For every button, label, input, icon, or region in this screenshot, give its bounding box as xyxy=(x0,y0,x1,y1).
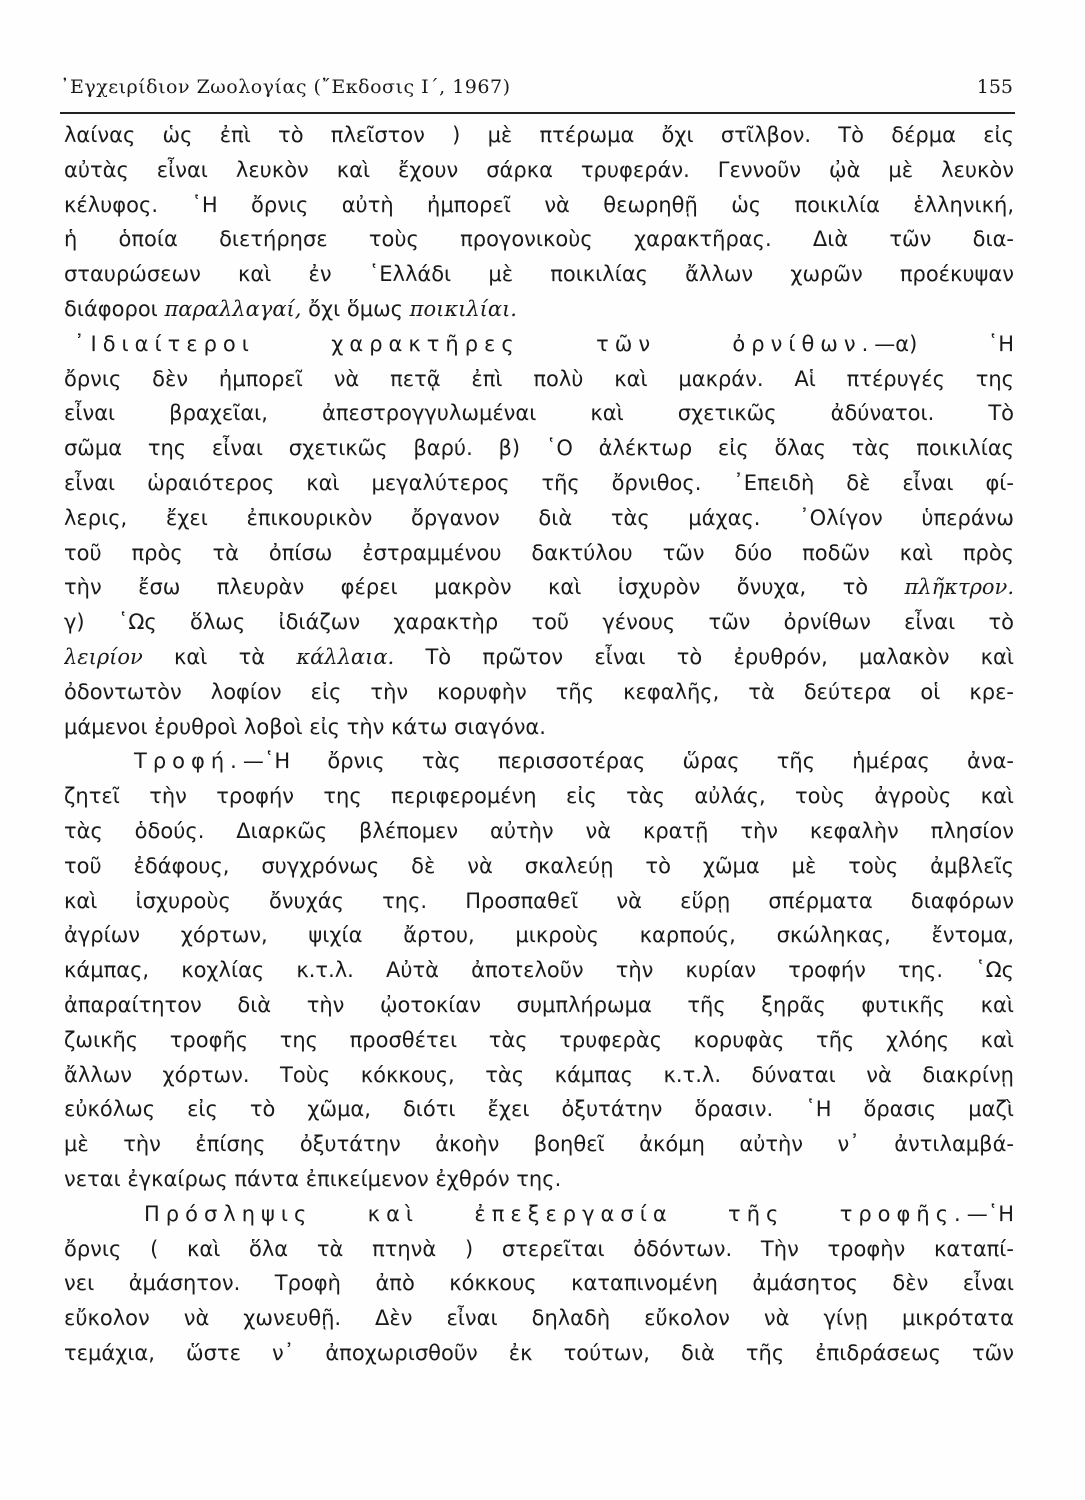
text-run: —α) ῾Η xyxy=(874,331,1014,356)
text-line: σῶμα της εἶναι σχετικῶς βαρύ. β) ῾Ο ἀλέκτωρ εἰς ὅλας τὰς ποικιλίας xyxy=(64,436,1014,461)
text-line: λαίνας ὡς ἐπὶ τὸ πλεῖστον ) μὲ πτέρωμα ὄχι στῖλβον. Τὸ δέρμα εἰς xyxy=(64,123,1014,147)
text-line: κέλυφος. ῾Η ὄρνις αὐτὴ ἠμπορεῖ νὰ θεωρηθῇ ὡς ποικιλία ἑλληνική, xyxy=(64,192,1014,217)
text-line: τοῦ ἐδάφους, συγχρόνως δὲ νὰ σκαλεύῃ τὸ χῶμα μὲ τοὺς ἀμβλεῖς xyxy=(64,853,1014,878)
text-line: εὔκολον νὰ χωνευθῇ. Δὲν εἶναι δηλαδὴ εὔκολον νὰ γίνῃ μικρότατα xyxy=(64,1306,1014,1331)
italic-term: κάλλαια. xyxy=(296,644,395,669)
text-run: καὶ τὰ xyxy=(142,644,297,669)
text-line: εἶναι βραχεῖαι, ἀπεστρογγυλωμέναι καὶ σχετικῶς ἀδύνατοι. Τὸ xyxy=(64,401,1014,426)
text-line: τὰς ὁδούς. Διαρκῶς βλέπομεν αὐτὴν νὰ κρατῇ τὴν κεφαλὴν πλησίον xyxy=(64,818,1014,843)
text-line xyxy=(64,640,1014,675)
text-line: λερις, ἔχει ἐπικουρικὸν ὄργανον διὰ τὰς μάχας. ᾿Ολίγον ὑπεράνω xyxy=(64,505,1014,530)
text-line: ζωικῆς τροφῆς της προσθέτει τὰς τρυφερὰς κορυφὰς τῆς χλόης καὶ xyxy=(64,1027,1014,1052)
text-line: ζητεῖ τὴν τροφήν της περιφερομένη εἰς τὰς αὐλάς, τοὺς ἀγροὺς καὶ xyxy=(64,784,1014,809)
text-line xyxy=(64,570,1014,605)
italic-term: πλῆκτρον. xyxy=(904,575,1014,600)
section-heading: Τροφή. xyxy=(134,749,243,774)
section-heading: ᾿Ιδιαίτεροι χαρακτῆρες τῶν ὀρνίθων. xyxy=(74,331,875,356)
text-run: —῾Η xyxy=(966,1201,1014,1226)
italic-term: ποικιλίαι. xyxy=(409,296,517,321)
text-line: ἡ ὁποία διετήρησε τοὺς προγονικοὺς χαρακτῆρας. Διὰ τῶν δια- xyxy=(64,227,1014,252)
text-line: ἀγρίων χόρτων, ψιχία ἄρτου, μικροὺς καρπούς, σκώληκας, ἔντομα, xyxy=(64,923,1014,948)
italic-term: λειρίον xyxy=(64,644,143,669)
text-line: ἄλλων χόρτων. Τοὺς κόκκους, τὰς κάμπας κ.τ.λ. δύναται νὰ διακρίνῃ xyxy=(64,1062,1014,1087)
text-line: μὲ τὴν ἐπίσης ὀξυτάτην ἀκοὴν βοηθεῖ ἀκόμη αὐτὴν ν᾿ ἀντιλαμβά- xyxy=(64,1132,1014,1157)
text-run: διάφοροι xyxy=(64,296,165,321)
body-text xyxy=(64,118,1014,1371)
text-line: σταυρώσεων καὶ ἐν ῾Ελλάδι μὲ ποικιλίας ἄλλων χωρῶν προέκυψαν xyxy=(64,262,1014,287)
text-line: εἶναι ὡραιότερος καὶ μεγαλύτερος τῆς ὄρνιθος. ᾿Επειδὴ δὲ εἶναι φί- xyxy=(64,470,1014,495)
italic-term: παραλλαγαί, xyxy=(164,296,302,321)
running-title: ᾿Εγχειρίδιον Ζωολογίας (῎Εκδοσις Ι΄, 1967) xyxy=(60,76,511,98)
text-line: αὐτὰς εἶναι λευκὸν καὶ ἔχουν σάρκα τρυφεράν. Γεννοῦν ᾠὰ μὲ λευκὸν xyxy=(64,157,1014,182)
section-heading: Πρόσληψις καὶ ἐπεξεργασία τῆς τροφῆς. xyxy=(144,1201,967,1226)
text-line: τοῦ πρὸς τὰ ὀπίσω ἐστραμμένου δακτύλου τῶν δύο ποδῶν καὶ πρὸς xyxy=(64,540,1014,565)
text-line: ἀπαραίτητον διὰ τὴν ᾠοτοκίαν συμπλήρωμα τῆς ξηρᾶς φυτικῆς καὶ xyxy=(64,992,1014,1017)
text-run: Τὸ πρῶτον εἶναι τὸ ἐρυθρόν, μαλακὸν καὶ xyxy=(394,644,1014,669)
text-line: γ) ῾Ως ὅλως ἰδιάζων χαρακτὴρ τοῦ γένους τῶν ὀρνίθων εἶναι τὸ xyxy=(64,610,1014,635)
text-line: εὐκόλως εἰς τὸ χῶμα, διότι ἔχει ὀξυτάτην ὅρασιν. ῾Η ὅρασις μαζὶ xyxy=(64,1097,1014,1122)
running-header xyxy=(60,72,1015,114)
text-line: καὶ ἰσχυροὺς ὄνυχάς της. Προσπαθεῖ νὰ εὕρῃ σπέρματα διαφόρων xyxy=(64,888,1014,913)
section-heading-line xyxy=(64,1197,1014,1232)
section-heading-line xyxy=(64,744,1014,779)
section-heading-line xyxy=(64,327,1014,362)
text-line xyxy=(64,292,1014,327)
text-line: μάμενοι ἐρυθροὶ λοβοὶ εἰς τὴν κάτω σιαγόνα. xyxy=(64,714,546,739)
text-line: νει ἀμάσητον. Τροφὴ ἀπὸ κόκκους καταπινομένη ἀμάσητος δὲν εἶναι xyxy=(64,1271,1014,1296)
text-run: —῾Η ὄρνις τὰς περισσοτέρας ὥρας τῆς ἡμέρας ἀνα- xyxy=(242,749,1014,774)
page-number: 155 xyxy=(976,76,1013,98)
text-line: τεμάχια, ὥστε ν᾿ ἀποχωρισθοῦν ἐκ τούτων, διὰ τῆς ἐπιδράσεως τῶν xyxy=(64,1340,1014,1365)
text-line: ὄρνις ( καὶ ὅλα τὰ πτηνὰ ) στερεῖται ὀδόντων. Τὴν τροφὴν καταπί- xyxy=(64,1236,1014,1261)
text-line: ὄρνις δὲν ἠμπορεῖ νὰ πετᾷ ἐπὶ πολὺ καὶ μακράν. Αἱ πτέρυγές της xyxy=(64,366,1014,391)
text-line: νεται ἐγκαίρως πάντα ἐπικείμενον ἐχθρόν της. xyxy=(64,1166,562,1191)
text-line: κάμπας, κοχλίας κ.τ.λ. Αὐτὰ ἀποτελοῦν τὴν κυρίαν τροφήν της. ῾Ως xyxy=(64,958,1014,983)
text-run: ὄχι ὅμως xyxy=(301,296,410,321)
text-line: ὀδοντωτὸν λοφίον εἰς τὴν κορυφὴν τῆς κεφαλῆς, τὰ δεύτερα οἱ κρε- xyxy=(64,679,1014,704)
text-run: τὴν ἔσω πλευρὰν φέρει μακρὸν καὶ ἰσχυρὸν ὄνυχα, τὸ xyxy=(64,575,905,600)
